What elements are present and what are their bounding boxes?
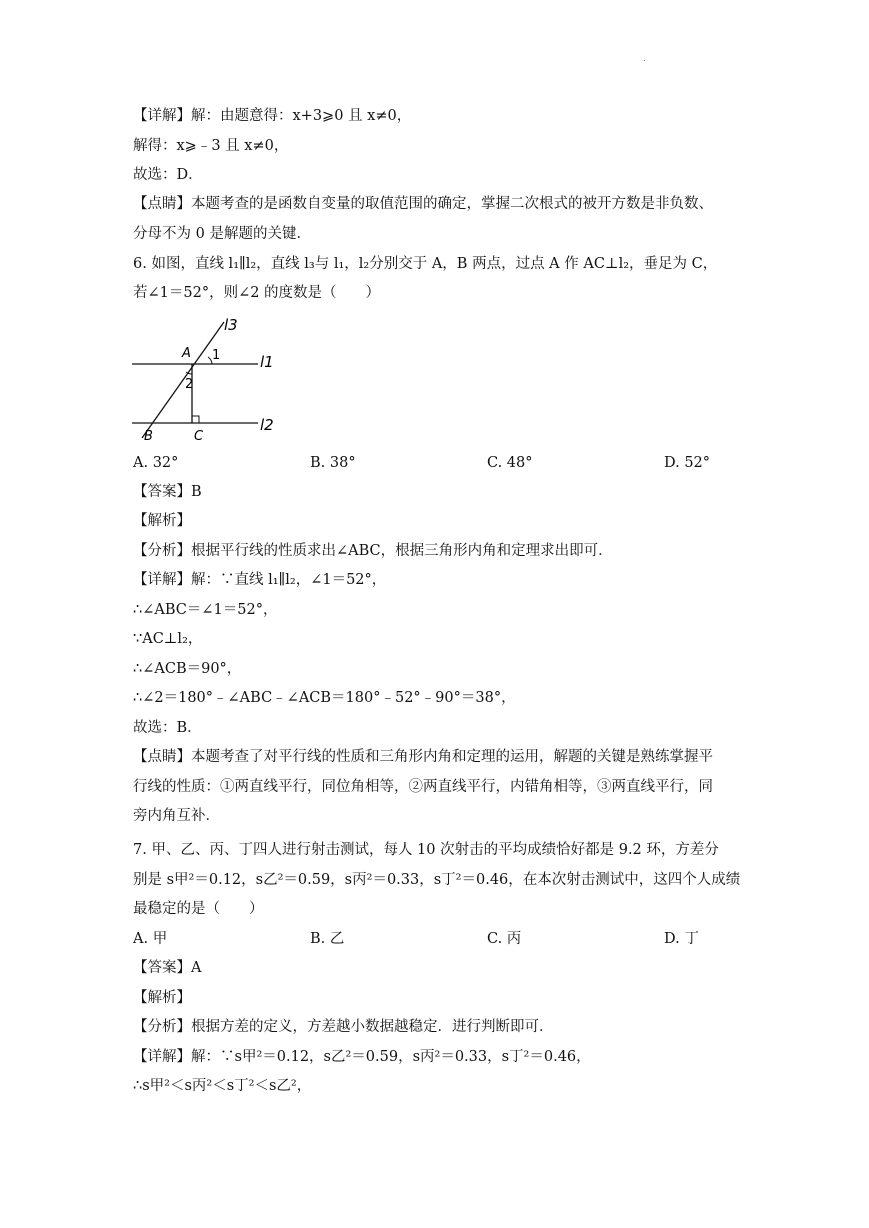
- label-l3: l3: [224, 316, 238, 334]
- option-b: B. 乙: [310, 931, 345, 947]
- option-d: D. 52°: [664, 455, 711, 471]
- text-line: 【详解】解：由题意得：x+3⩾0 且 x≠0，: [133, 108, 412, 124]
- question-7-options: [133, 929, 733, 949]
- text-line: 解得：x⩾﹣3 且 x≠0，: [133, 138, 289, 154]
- text-line: ∴∠ACB＝90°，: [133, 661, 242, 677]
- question-6-stem: 6. 如图，直线 l₁∥l₂，直线 l₃与 l₁，l₂分别交于 A，B 两点，过点 A 作 AC⊥l₂，垂足为 C，: [133, 256, 718, 272]
- right-angle-mark: [192, 416, 199, 423]
- line-l3: [142, 322, 224, 438]
- label-l1: l1: [260, 353, 274, 371]
- parallel-lines-figure: [130, 312, 280, 447]
- text-line: 【分析】根据平行线的性质求出∠ABC，根据三角形内角和定理求出即可．: [133, 543, 613, 559]
- question-7-stem: 7. 甲、乙、丙、丁四人进行射击测试，每人 10 次射击的平均成绩恰好都是 9.2 环，方差分: [133, 842, 719, 858]
- text-line: ∴∠ABC＝∠1＝52°，: [133, 602, 278, 618]
- label-c: C: [194, 429, 204, 444]
- question-7-stem: 最稳定的是（ ）: [133, 901, 264, 917]
- answer-line: 【答案】B: [133, 484, 202, 500]
- text-line: ∴∠2＝180°﹣∠ABC﹣∠ACB＝180°﹣52°﹣90°＝38°，: [133, 690, 516, 706]
- text-line: 【点睛】本题考查的是函数自变量的取值范围的确定，掌握二次根式的被开方数是非负数、: [133, 196, 713, 212]
- label-angle-2: 2: [185, 377, 194, 392]
- option-b: B. 38°: [310, 455, 356, 471]
- label-l2: l2: [260, 416, 274, 434]
- analysis-heading: 【解析】: [133, 513, 191, 529]
- text-line: 故选：D．: [133, 167, 203, 183]
- text-line: ∵AC⊥l₂，: [133, 631, 203, 647]
- label-b: B: [144, 429, 153, 444]
- label-angle-1: 1: [212, 348, 221, 363]
- text-line: 行线的性质：①两直线平行，同位角相等，②两直线平行，内错角相等，③两直线平行，同: [133, 779, 713, 795]
- question-6-stem: 若∠1＝52°，则∠2 的度数是（ ）: [133, 285, 381, 301]
- analysis-heading: 【解析】: [133, 990, 191, 1006]
- option-a: A. 甲: [133, 931, 168, 947]
- page-mark: .: [643, 54, 646, 63]
- question-6-options: [133, 453, 733, 473]
- option-d: D. 丁: [664, 931, 699, 947]
- text-line: 【点睛】本题考查了对平行线的性质和三角形内角和定理的运用，解题的关键是熟练掌握平: [133, 749, 713, 765]
- answer-line: 【答案】A: [133, 960, 202, 976]
- option-c: C. 48°: [487, 455, 533, 471]
- question-7-stem: 别是 s甲²＝0.12，s乙²＝0.59，s丙²＝0.33，s丁²＝0.46，在本次射击测试中，这四个人成绩: [133, 872, 741, 888]
- text-line: 【详解】解：∵直线 l₁∥l₂，∠1＝52°，: [133, 572, 387, 588]
- option-c: C. 丙: [487, 931, 522, 947]
- text-line: 【分析】根据方差的定义，方差越小数据越稳定．进行判断即可．: [133, 1019, 554, 1035]
- text-line: ∴s甲²＜s丙²＜s丁²＜s乙²，: [133, 1078, 312, 1094]
- label-a: A: [182, 346, 191, 361]
- text-line: 故选：B．: [133, 720, 202, 736]
- text-line: 分母不为 0 是解题的关键．: [133, 226, 311, 242]
- text-line: 【详解】解：∵s甲²＝0.12，s乙²＝0.59，s丙²＝0.33，s丁²＝0.46，: [133, 1049, 591, 1065]
- option-a: A. 32°: [133, 455, 179, 471]
- text-line: 旁内角互补．: [133, 808, 220, 824]
